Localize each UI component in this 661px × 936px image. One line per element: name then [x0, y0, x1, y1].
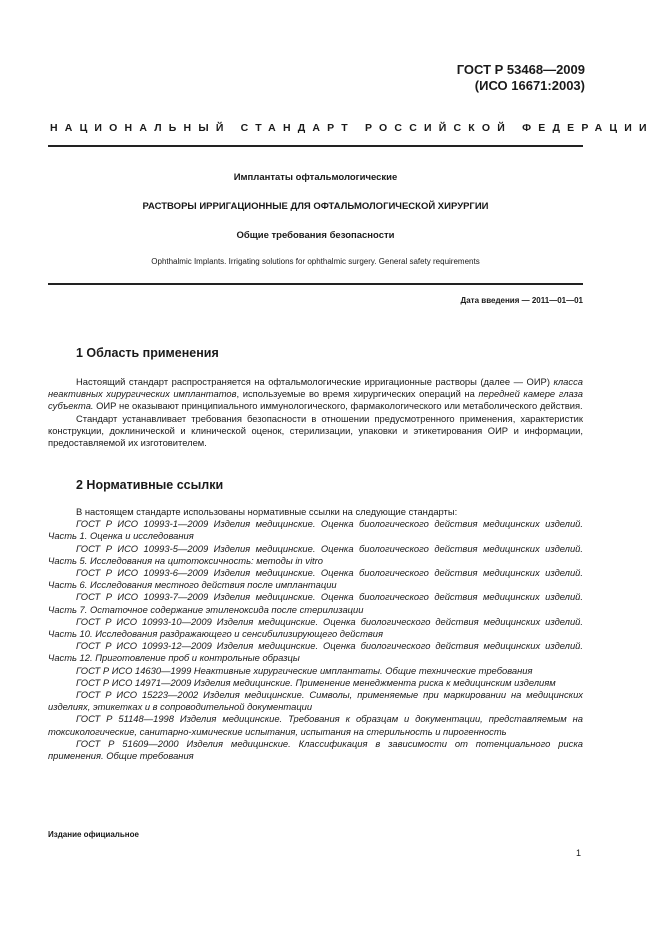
- reference-item: ГОСТ Р ИСО 10993-6—2009 Изделия медицинские. Оценка биологического действия медицинских изделий. Часть 6. Исследования местного действия после имплантации: [48, 567, 583, 591]
- section-1-paragraph-2: Стандарт устанавливает требования безопасности в отношении предусмотренного применения, характеристик конструкции, доклинической и клинической оценок, стерилизации, упаковки и этикетирования ОИР и информации, предоставляемой их изготовителем.: [48, 412, 583, 449]
- reference-item: ГОСТ Р ИСО 10993-1—2009 Изделия медицинские. Оценка биологического действия медицинских изделий. Часть 1. Оценка и исследования: [48, 518, 583, 542]
- document-title: РАСТВОРЫ ИРРИГАЦИОННЫЕ ДЛЯ ОФТАЛЬМОЛОГИЧЕСКОЙ ХИРУРГИИ: [142, 201, 489, 212]
- section-1-body: [48, 376, 583, 449]
- section-1-heading: 1 Область применения: [76, 346, 219, 360]
- reference-item: ГОСТ Р ИСО 10993-12—2009 Изделия медицинские. Оценка биологического действия медицинских изделий. Часть 12. Приготовление проб и контрольные образцы: [48, 640, 583, 664]
- reference-item: ГОСТ Р ИСО 14971—2009 Изделия медицинские. Применение менеджмента риска к медицинским изделиям: [76, 676, 556, 688]
- iso-number: (ИСО 16671:2003): [474, 78, 585, 93]
- document-subtitle: Общие требования безопасности: [236, 230, 395, 241]
- title-category: Имплантаты офтальмологические: [233, 172, 398, 183]
- reference-item: ГОСТ Р ИСО 10993-10—2009 Изделия медицинские. Оценка биологического действия медицинских изделий. Часть 10. Исследования раздражающего и сенсибилизирующего действия: [48, 615, 583, 640]
- reference-item: ГОСТ Р ИСО 10993-5—2009 Изделия медицинские. Оценка биологического действия медицинских изделий. Часть 5. Исследования на цитотоксичность: методы in vitro: [48, 542, 583, 566]
- header-divider: [48, 145, 583, 147]
- section-2-heading: 2 Нормативные ссылки: [76, 478, 224, 492]
- effective-date: Дата введения — 2011—01—01: [460, 296, 583, 305]
- standard-number: ГОСТ Р 53468—2009: [456, 62, 585, 77]
- national-standard-banner: НАЦИОНАЛЬНЫЙ СТАНДАРТ РОССИЙСКОЙ ФЕДЕРАЦИИ: [50, 122, 654, 134]
- reference-item: ГОСТ Р 51148—1998 Изделия медицинские. Требования к образцам и документации, представляемым на токсикологические, санитарно-химические испытания, испытания на стерильность и пирогенность: [48, 713, 583, 737]
- reference-item: ГОСТ Р 51609—2000 Изделия медицинские. Классификация в зависимости от потенциального риска применения. Общие требования: [48, 737, 583, 762]
- reference-item: ГОСТ Р ИСО 15223—2002 Изделия медицинские. Символы, применяемые при маркировании на медицинских изделиях, этикетках и в сопроводительной документации: [48, 689, 583, 713]
- section-2-body: [48, 506, 583, 762]
- section-1-paragraph-1: Настоящий стандарт распространяется на офтальмологические ирригационные растворы (далее — ОИР) класса неактивных хирургических имплантатов, используемые во время хирургических операций на передней камере глаза субъекта. ОИР не оказывают принципиального иммунологического, фармакологического или метаболического действия.: [48, 376, 583, 412]
- page-number: 1: [575, 848, 581, 858]
- english-title: Ophthalmic Implants. Irrigating solutions for ophthalmic surgery. General safety requirements: [151, 257, 480, 266]
- standard-number-block: [457, 62, 585, 94]
- official-edition-label: Издание официальное: [48, 830, 139, 839]
- references-intro: В настоящем стандарте использованы нормативные ссылки на следующие стандарты:: [76, 506, 458, 517]
- title-divider: [48, 283, 583, 285]
- reference-item: ГОСТ Р ИСО 10993-7—2009 Изделия медицинские. Оценка биологического действия медицинских изделий. Часть 7. Остаточное содержание этиленоксида после стерилизации: [48, 591, 583, 615]
- reference-item: ГОСТ Р ИСО 14630—1999 Неактивные хирургические имплантаты. Общие технические требования: [76, 664, 533, 676]
